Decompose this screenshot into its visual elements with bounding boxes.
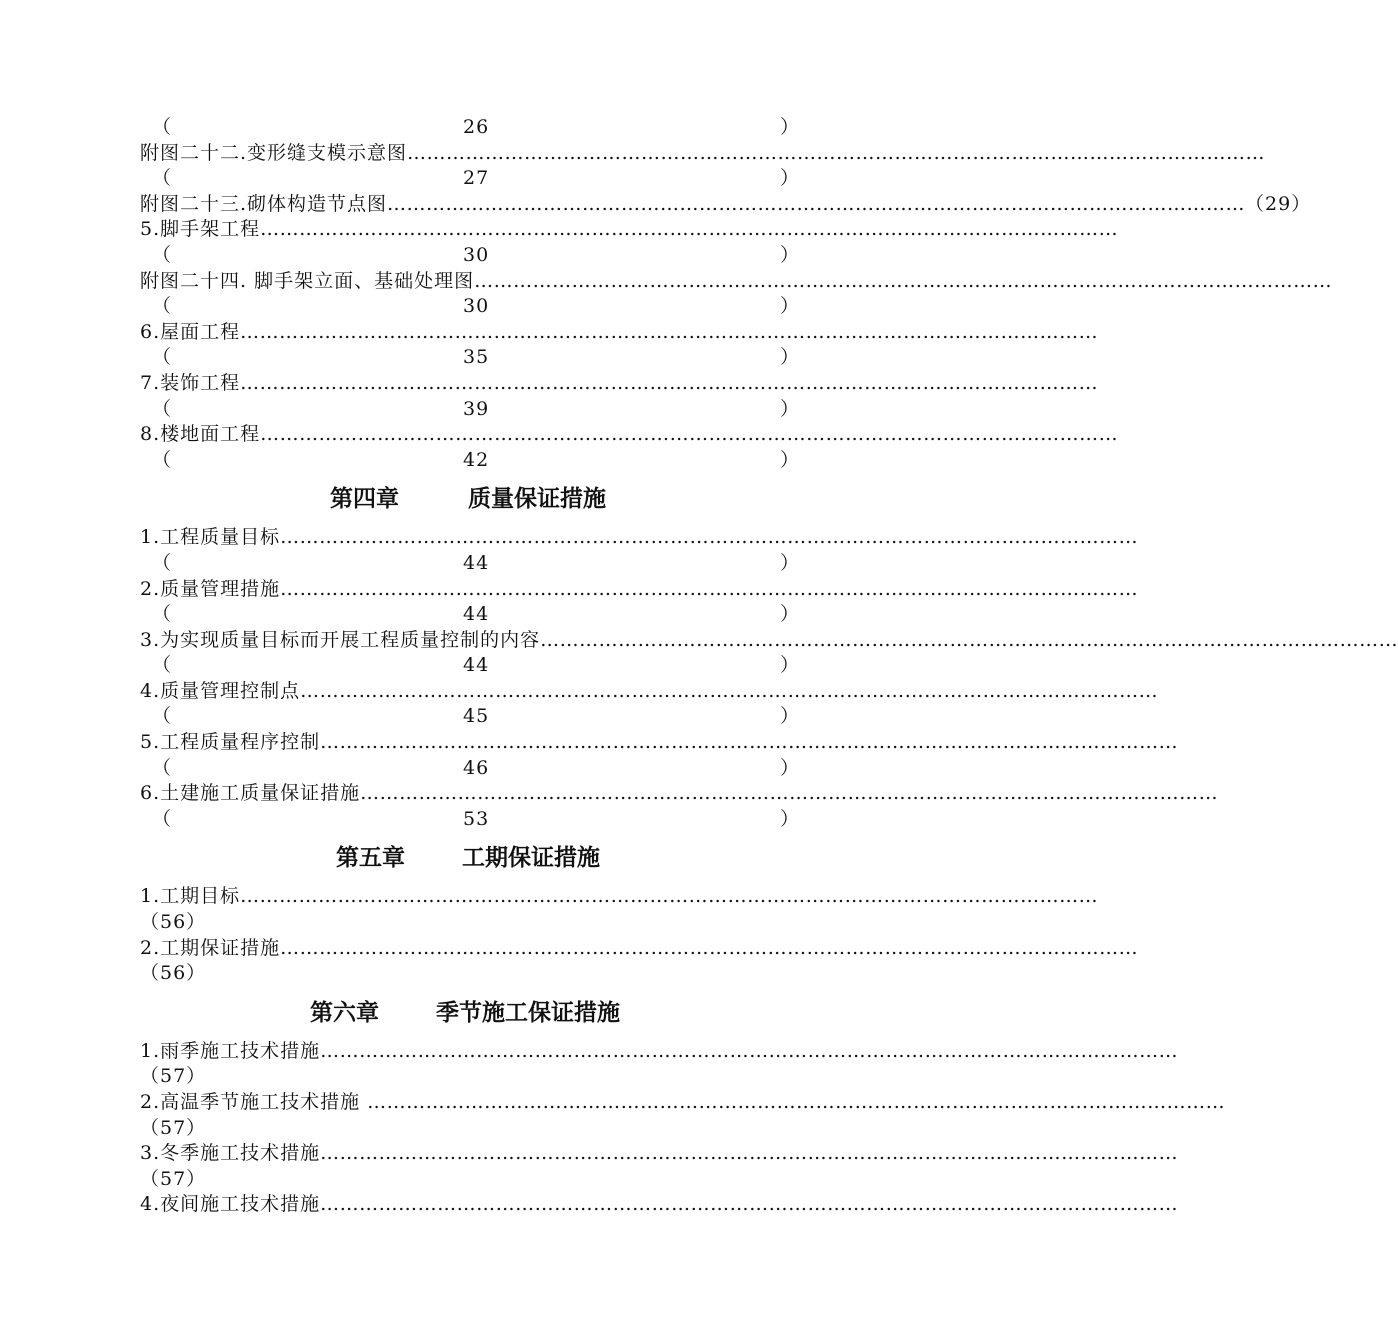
leader-dots: …………………………………………………………………………………………………………………… bbox=[300, 679, 1159, 702]
leader-dots: …………………………………………………………………………………………………………………… bbox=[367, 1091, 1226, 1113]
toc-entry[interactable] bbox=[140, 192, 1312, 218]
toc-entry-title: 3.冬季施工技术措施 bbox=[140, 1142, 321, 1165]
paren-open: （ bbox=[152, 295, 173, 318]
toc-page-line bbox=[140, 807, 808, 833]
page-number: 46 bbox=[463, 756, 490, 779]
toc-page-line bbox=[140, 294, 808, 320]
toc-page-line bbox=[140, 1116, 808, 1142]
toc-entry[interactable] bbox=[140, 679, 1159, 705]
page-number: 42 bbox=[463, 448, 490, 471]
toc-entry[interactable] bbox=[140, 577, 1139, 603]
toc-entry-title: 5.工程质量程序控制 bbox=[140, 731, 321, 754]
paren-close: ） bbox=[779, 167, 800, 190]
toc-entry[interactable] bbox=[140, 422, 1119, 448]
toc-page-line bbox=[140, 243, 808, 269]
paren-open: （ bbox=[152, 654, 173, 677]
page-number: 26 bbox=[463, 116, 490, 138]
leader-dots: …………………………………………………………………………………………………………………… bbox=[320, 1193, 1179, 1216]
paren-open: （ bbox=[152, 116, 173, 138]
page-number: （57） bbox=[140, 1116, 207, 1139]
paren-close: ） bbox=[779, 116, 800, 138]
chapter-number: 第五章 bbox=[336, 845, 405, 872]
toc-entry-title: 6.屋面工程 bbox=[140, 320, 241, 343]
toc-entry[interactable] bbox=[140, 217, 1119, 243]
leader-dots: …………………………………………………………………………………………………………………… bbox=[260, 423, 1119, 446]
leader-dots: …………………………………………………………………………………………………………………… bbox=[280, 936, 1139, 959]
leader-dots: …………………………………………………………………………………………………………………… bbox=[260, 218, 1119, 241]
toc-entry-title: 1.雨季施工技术措施 bbox=[140, 1039, 321, 1062]
paren-close: ） bbox=[779, 705, 800, 728]
toc-page-line bbox=[140, 704, 808, 730]
toc-page bbox=[140, 115, 1398, 1218]
toc-entry-title: 2.质量管理措施 bbox=[140, 577, 281, 600]
paren-open: （ bbox=[152, 705, 173, 728]
page-number: 39 bbox=[463, 397, 490, 420]
chapter-heading bbox=[140, 473, 808, 525]
chapter-heading bbox=[140, 832, 808, 884]
toc-entry-title: 6.土建施工质量保证措施 bbox=[140, 782, 361, 805]
paren-close: ） bbox=[779, 654, 800, 677]
toc-page-line bbox=[140, 961, 808, 987]
toc-entry-title: 1.工程质量目标 bbox=[140, 526, 281, 549]
toc-entry[interactable] bbox=[140, 525, 1139, 551]
paren-close: ） bbox=[779, 243, 800, 266]
page-number: 53 bbox=[463, 807, 490, 830]
chapter-title: 工期保证措施 bbox=[462, 845, 600, 872]
leader-dots: …………………………………………………………………………………………………………………… bbox=[240, 320, 1099, 343]
toc-entry-title: 8.楼地面工程 bbox=[140, 423, 261, 446]
page-number: 44 bbox=[463, 551, 490, 574]
paren-open: （ bbox=[152, 167, 173, 190]
paren-close: ） bbox=[779, 397, 800, 420]
toc-entry[interactable] bbox=[140, 371, 1099, 397]
leader-dots: …………………………………………………………………………………………………………………… bbox=[407, 141, 1266, 164]
toc-entry-title: 7.装饰工程 bbox=[140, 371, 241, 394]
paren-open: （ bbox=[152, 448, 173, 471]
toc-page-line bbox=[140, 1064, 808, 1090]
page-number: （56） bbox=[140, 911, 207, 934]
chapter-number: 第四章 bbox=[330, 486, 399, 513]
chapter-title: 季节施工保证措施 bbox=[436, 999, 620, 1026]
toc-entry[interactable] bbox=[140, 1141, 1179, 1167]
page-number: （57） bbox=[140, 1167, 207, 1190]
page-number: 45 bbox=[463, 705, 490, 728]
toc-entry-title: 附图二十二.变形缝支模示意图 bbox=[140, 141, 408, 164]
toc-entry[interactable] bbox=[140, 1192, 1179, 1218]
paren-close: ） bbox=[779, 346, 800, 369]
paren-close: ） bbox=[779, 756, 800, 779]
toc-page-line bbox=[140, 166, 808, 192]
leader-dots: …………………………………………………………………………………………………………………… bbox=[320, 1039, 1179, 1062]
paren-close: ） bbox=[779, 295, 800, 318]
paren-open: （ bbox=[152, 243, 173, 266]
toc-entry[interactable] bbox=[140, 936, 1139, 962]
paren-close: ） bbox=[779, 603, 800, 626]
page-number: 44 bbox=[463, 603, 490, 626]
toc-page-line bbox=[140, 345, 808, 371]
toc-page-line bbox=[140, 115, 808, 141]
paren-open: （ bbox=[152, 603, 173, 626]
toc-entry-title: 5.脚手架工程 bbox=[140, 218, 261, 241]
paren-close: ） bbox=[779, 448, 800, 471]
toc-entry-title: 4.质量管理控制点 bbox=[140, 679, 301, 702]
toc-entry-title: 2.工期保证措施 bbox=[140, 936, 281, 959]
toc-page-line bbox=[140, 653, 808, 679]
leader-dots: …………………………………………………………………………………………………………………… bbox=[540, 628, 1398, 651]
leader-dots: …………………………………………………………………………………………………………………… bbox=[387, 192, 1246, 215]
paren-close: ） bbox=[779, 807, 800, 830]
page-number: 35 bbox=[463, 346, 490, 369]
toc-page-line bbox=[140, 551, 808, 577]
chapter-number: 第六章 bbox=[310, 999, 379, 1026]
toc-entry-title: 附图二十四. 脚手架立面、基础处理图 bbox=[140, 269, 475, 292]
leader-dots: …………………………………………………………………………………………………………………… bbox=[240, 371, 1099, 394]
leader-dots: …………………………………………………………………………………………………………………… bbox=[280, 526, 1139, 549]
leader-dots: …………………………………………………………………………………………………………………… bbox=[240, 885, 1099, 908]
toc-entry-title: 2.高温季节施工技术措施 bbox=[140, 1091, 368, 1113]
toc-entry-title: 4.夜间施工技术措施 bbox=[140, 1193, 321, 1216]
page-number: （29） bbox=[1245, 192, 1312, 215]
page-number: 27 bbox=[463, 167, 490, 190]
paren-open: （ bbox=[152, 551, 173, 574]
paren-open: （ bbox=[152, 756, 173, 779]
toc-entry-title: 3.为实现质量目标而开展工程质量控制的内容 bbox=[140, 628, 541, 651]
toc-entry[interactable] bbox=[140, 884, 1099, 910]
toc-entry-title: 1.工期目标 bbox=[140, 885, 241, 908]
toc-entry[interactable] bbox=[140, 730, 1179, 756]
chapter-heading bbox=[140, 987, 808, 1039]
paren-open: （ bbox=[152, 807, 173, 830]
chapter-title: 质量保证措施 bbox=[468, 486, 606, 513]
toc-page-line bbox=[140, 448, 808, 474]
page-number: 30 bbox=[463, 295, 490, 318]
toc-page-line bbox=[140, 397, 808, 423]
paren-close: ） bbox=[779, 551, 800, 574]
toc-page-line bbox=[140, 602, 808, 628]
leader-dots: …………………………………………………………………………………………………………………… bbox=[320, 731, 1179, 754]
toc-entry[interactable] bbox=[140, 320, 1099, 346]
leader-dots: …………………………………………………………………………………………………………………… bbox=[474, 269, 1333, 292]
page-number: （56） bbox=[140, 962, 207, 985]
toc-entry[interactable] bbox=[140, 1090, 1226, 1116]
toc-page-line bbox=[140, 910, 808, 936]
page-number: （57） bbox=[140, 1065, 207, 1088]
leader-dots: …………………………………………………………………………………………………………………… bbox=[320, 1142, 1179, 1165]
page-number: 44 bbox=[463, 654, 490, 677]
toc-entry[interactable] bbox=[140, 628, 1398, 654]
paren-open: （ bbox=[152, 346, 173, 369]
leader-dots: …………………………………………………………………………………………………………………… bbox=[360, 782, 1219, 805]
paren-open: （ bbox=[152, 397, 173, 420]
toc-page-line bbox=[140, 756, 808, 782]
toc-page-line bbox=[140, 1167, 808, 1193]
toc-entry[interactable] bbox=[140, 141, 1266, 167]
page-number: 30 bbox=[463, 243, 490, 266]
toc-entry[interactable] bbox=[140, 269, 1333, 295]
toc-entry[interactable] bbox=[140, 1039, 1179, 1065]
leader-dots: …………………………………………………………………………………………………………………… bbox=[280, 577, 1139, 600]
toc-entry-title: 附图二十三.砌体构造节点图 bbox=[140, 192, 388, 215]
toc-entry[interactable] bbox=[140, 781, 1219, 807]
